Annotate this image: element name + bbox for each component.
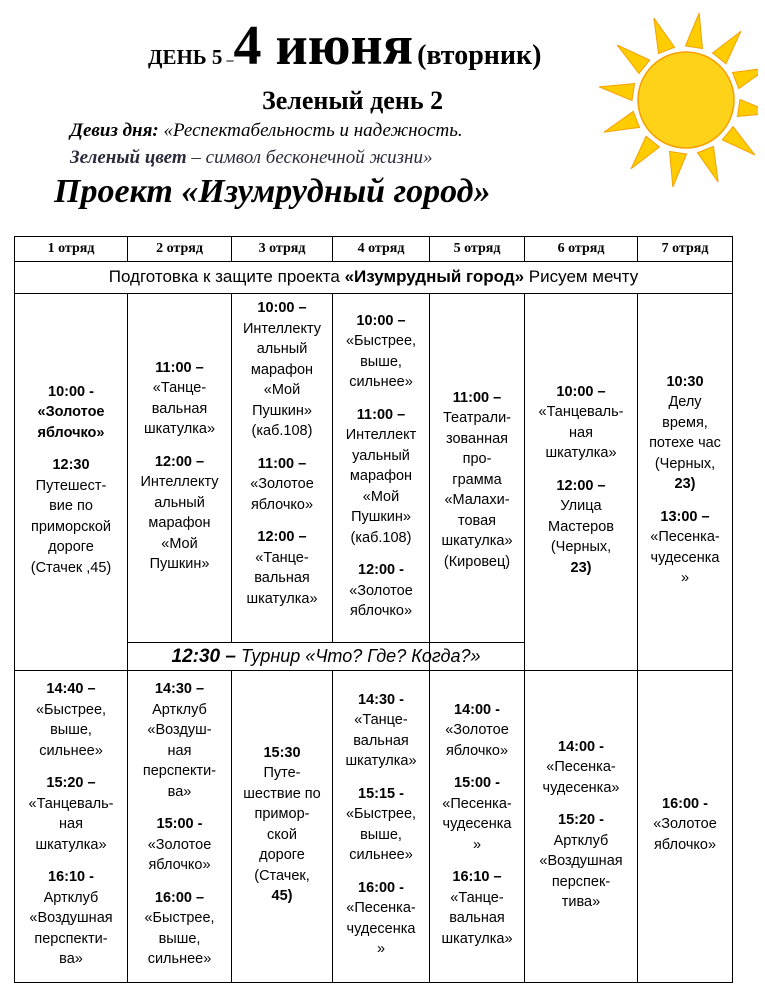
schedule-event [346, 878, 415, 960]
event-text: «Золотое [250, 476, 314, 492]
banner-project: «Изумрудный город» [344, 267, 525, 287]
event-text: «Песенка- [546, 759, 616, 775]
schedule-cell [231, 670, 333, 983]
event-text: ная [167, 742, 192, 759]
sun-ray [617, 45, 649, 73]
event-text: марафон [250, 361, 314, 378]
event-text: «Танце- [255, 549, 309, 566]
event-text: чудесенка [442, 816, 512, 833]
schedule-cell [524, 670, 638, 983]
event-time: 12:00 – [257, 529, 307, 545]
event-text: «Воздушная [29, 910, 113, 927]
event-text: » [472, 836, 482, 853]
event-text: яблочко» [653, 836, 717, 853]
schedule-event [346, 784, 416, 866]
event-text: 23) [570, 559, 592, 576]
schedule-event [548, 476, 614, 579]
event-text: сильнее» [39, 742, 103, 759]
event-text: Артклуб [553, 832, 609, 849]
column-header: 1 отряд [14, 236, 128, 262]
event-time: 12:30 [52, 457, 90, 474]
schedule-event [38, 382, 105, 444]
event-text: шкатулка» [441, 930, 513, 947]
schedule-table [14, 236, 732, 982]
schedule-cell [637, 670, 733, 983]
schedule-event [543, 737, 620, 799]
event-text: шкатулка» [345, 753, 417, 769]
event-text: «Мой [161, 535, 198, 552]
event-text: перспек- [551, 873, 611, 890]
event-text: (Черных, [654, 455, 716, 472]
schedule-cell [332, 670, 430, 983]
tournament-row [127, 642, 525, 671]
event-text: потехе час [649, 435, 721, 451]
schedule-event [649, 372, 721, 495]
banner-line [109, 267, 638, 288]
event-text: «Танцеваль- [28, 795, 114, 812]
event-text: шкатулка» [246, 590, 318, 607]
event-text: шкатулка» [441, 533, 513, 550]
event-text: «Малахи- [444, 492, 510, 509]
event-text: «Воздуш- [147, 722, 212, 739]
event-time: 11:00 – [356, 406, 406, 423]
motto-text: «Респектабельность и надежность. [163, 120, 463, 141]
event-text: Пушкин» [351, 509, 411, 525]
sun-ray [697, 146, 718, 181]
event-time: 16:00 - [662, 795, 708, 812]
event-time: 14:30 - [358, 691, 404, 708]
event-text: «Танце- [450, 889, 504, 906]
schedule-event [346, 405, 417, 549]
schedule-event [445, 700, 509, 762]
event-text: сильнее» [349, 847, 413, 863]
sun-ray [713, 31, 741, 63]
column-header: 4 отряд [332, 236, 430, 262]
event-text: «Мой [263, 382, 301, 398]
event-text: чудесенка [650, 549, 720, 566]
event-time: 14:00 - [558, 738, 604, 755]
event-time: 10:00 – [356, 312, 406, 329]
event-text: Интеллекту [242, 320, 322, 337]
event-text: «Золотое [147, 836, 212, 853]
event-text: Делу [668, 394, 702, 410]
schedule-event [250, 454, 314, 516]
event-text: шкатулка» [545, 445, 617, 462]
event-text: марафон [349, 468, 413, 484]
schedule-event [650, 507, 719, 589]
schedule-event [243, 298, 321, 442]
event-text: (каб.108) [350, 529, 412, 546]
event-text: «Песенка- [346, 900, 416, 916]
event-text: «Воздушная [539, 853, 623, 869]
event-text: «Золотое [653, 816, 717, 833]
event-text: (Стачек, [254, 867, 310, 884]
sun-ray [599, 84, 635, 101]
event-text: яблочко» [445, 742, 509, 759]
project-title: Проект «Изумрудный город» [54, 173, 491, 210]
event-text: грамма [452, 471, 502, 488]
event-text: сильнее» [147, 951, 212, 968]
event-text: дороге [48, 539, 94, 556]
schedule-cell [637, 293, 733, 671]
sun-ray [732, 68, 758, 89]
event-text: время, [662, 414, 708, 431]
event-time: 12:00 – [556, 477, 606, 494]
event-time: 16:00 - [358, 879, 404, 896]
event-text: перспекти- [34, 930, 108, 947]
event-text: перспекти- [142, 763, 217, 780]
event-time: 14:00 - [454, 701, 500, 718]
event-text: 23) [674, 476, 696, 492]
green-motto [70, 147, 432, 169]
day-subtitle: Зеленый день 2 [262, 86, 444, 115]
event-text: выше, [50, 722, 92, 739]
event-text: выше, [360, 826, 402, 843]
day-heading [148, 15, 542, 77]
event-text: Пушкин» [149, 556, 210, 572]
schedule-event [144, 358, 215, 440]
event-text: выше, [158, 930, 201, 947]
event-text: яблочко» [37, 424, 105, 441]
sun-ray [722, 127, 754, 155]
event-text: «Песенка- [650, 529, 720, 545]
event-text: вальная [151, 400, 208, 417]
schedule-event [140, 452, 218, 575]
schedule-cell [127, 293, 232, 643]
event-text: вие по [49, 498, 93, 515]
event-time: 15:00 - [454, 775, 500, 792]
event-text: «Мой [362, 488, 400, 505]
event-time: 15:15 - [358, 785, 404, 802]
event-time: 14:40 – [46, 681, 96, 698]
event-text: Путешест- [35, 477, 107, 494]
tournament-time: 12:30 – [171, 645, 236, 667]
event-time: 16:10 - [48, 869, 94, 886]
event-text: шкатулка» [35, 836, 107, 853]
event-time: 11:00 – [452, 389, 502, 406]
sun-ray [685, 13, 702, 49]
event-time: 12:00 – [154, 453, 205, 470]
schedule-event [442, 773, 511, 855]
schedule-cell [14, 670, 128, 983]
column-header: 6 отряд [524, 236, 638, 262]
sun-ray [631, 136, 659, 168]
event-time: 15:20 - [558, 812, 604, 828]
event-text: тива» [561, 894, 601, 910]
sun-disc [638, 52, 734, 148]
event-text: товая [458, 512, 496, 529]
sun-ray [654, 18, 675, 53]
banner-prefix: Подготовка к защите проекта [108, 267, 345, 287]
event-text: альный [256, 341, 308, 357]
schedule-event [246, 527, 317, 609]
schedule-event [346, 311, 416, 393]
event-time: 10:00 - [48, 383, 94, 400]
event-time: 14:30 – [154, 681, 205, 698]
schedule-event [345, 690, 416, 772]
event-text: шкатулка» [143, 421, 216, 437]
schedule-event [539, 810, 622, 913]
motto-label: Девиз дня: [70, 120, 159, 141]
sun-ray [737, 99, 758, 116]
event-text: ва» [59, 951, 83, 968]
event-text: Путе- [263, 765, 301, 781]
event-text: «Песенка- [442, 795, 512, 812]
event-text: «Быстрее, [35, 701, 107, 718]
sun-ray [604, 111, 639, 132]
event-time: 10:00 – [257, 300, 307, 316]
event-text: примор- [254, 806, 310, 822]
event-time: 15:30 [263, 744, 301, 761]
event-text: (Кировец) [443, 553, 511, 570]
schedule-event [441, 388, 512, 573]
sun-ray [670, 151, 687, 187]
schedule-cell [429, 670, 525, 983]
event-text: чудесенка [346, 920, 416, 937]
column-header: 7 отряд [637, 236, 733, 262]
event-text: 45) [271, 888, 293, 904]
event-text: ная [59, 816, 83, 833]
green-label: Зеленый цвет [70, 147, 187, 168]
schedule-cell [127, 670, 232, 983]
event-text: приморской [30, 518, 112, 535]
event-text: Интеллект [345, 427, 417, 443]
schedule-event [144, 888, 214, 970]
event-time: 10:30 [666, 373, 704, 390]
schedule-event [148, 814, 212, 876]
event-text: «Быстрее, [345, 333, 417, 349]
column-header: 2 отряд [127, 236, 232, 262]
event-time: 13:00 – [660, 508, 710, 525]
event-text: яблочко» [349, 603, 413, 619]
event-text: Мастеров [548, 518, 614, 535]
motto [70, 120, 463, 142]
event-time: 12:00 - [358, 562, 404, 578]
schedule-event [441, 867, 512, 949]
event-text: «Танце- [152, 380, 207, 396]
event-text: вальная [353, 732, 409, 749]
schedule-cell [14, 293, 128, 671]
event-text: зованная [445, 430, 509, 447]
event-text: ва» [167, 783, 192, 800]
event-text: «Золотое [445, 722, 509, 739]
schedule-cell [332, 293, 430, 643]
event-text: «Быстрее, [144, 910, 215, 927]
schedule-event [243, 743, 320, 907]
schedule-event [349, 560, 413, 622]
event-time: 15:00 - [156, 816, 203, 833]
event-time: 16:00 – [154, 889, 205, 906]
event-text: яблочко» [250, 496, 314, 513]
event-time: 11:00 – [257, 455, 307, 472]
event-text: «Танце- [354, 712, 408, 728]
schedule-event [653, 794, 717, 856]
event-text: вальная [449, 910, 505, 927]
schedule-event [539, 382, 624, 464]
event-text: вальная [254, 570, 310, 586]
event-text: Интеллекту [140, 474, 219, 490]
event-time: 16:10 – [452, 869, 502, 886]
event-text: яблочко» [148, 857, 211, 874]
schedule-event [29, 773, 114, 855]
event-text: Пушкин» [252, 402, 312, 419]
event-text: Артклуб [43, 889, 99, 906]
green-text: – символ бесконечной жизни» [186, 147, 433, 168]
event-text: (Стачек ,45) [30, 559, 112, 576]
event-time: 10:00 – [556, 383, 606, 400]
date: 4 июня [233, 15, 414, 77]
event-text: ная [569, 424, 593, 441]
day-label: ДЕНЬ 5 [148, 45, 223, 69]
banner-suffix: Рисуем мечту [524, 267, 639, 287]
column-header: 3 отряд [231, 236, 333, 262]
event-text: (Черных, [550, 539, 612, 556]
event-text: ской [267, 826, 297, 843]
event-time: 15:20 – [46, 775, 96, 792]
event-text: чудесенка» [542, 779, 620, 796]
schedule-cell [231, 293, 333, 643]
event-text: шествие по [243, 785, 321, 802]
event-time: 11:00 – [155, 359, 204, 376]
weekday: (вторник) [417, 40, 542, 71]
tournament-line [172, 646, 481, 668]
schedule-event [36, 679, 106, 761]
tournament-text: Турнир «Что? Где? Когда?» [235, 645, 481, 666]
event-text: «Быстрее, [345, 806, 417, 822]
event-text: Театрали- [442, 410, 511, 427]
event-text: «Танцеваль- [538, 404, 624, 421]
schedule-event [31, 455, 112, 578]
event-text: сильнее» [349, 374, 413, 390]
event-text: (каб.108) [251, 423, 313, 439]
event-text: » [680, 570, 690, 586]
event-text: альный [154, 494, 205, 511]
schedule-cell [524, 293, 638, 671]
schedule-event [29, 867, 112, 970]
event-text: марафон [148, 515, 211, 531]
column-header: 5 отряд [429, 236, 525, 262]
schedule-event [143, 679, 216, 802]
event-text: «Золотое [37, 404, 105, 421]
event-text: Улица [560, 498, 602, 515]
event-text: про- [462, 451, 492, 468]
schedule-cell [429, 293, 525, 671]
event-text: Артклуб [152, 701, 207, 718]
event-text: «Золотое [349, 582, 413, 599]
day-dash: – [226, 53, 234, 68]
event-text: уальный [352, 447, 410, 464]
event-text: выше, [360, 353, 402, 370]
event-text: дороге [259, 847, 305, 863]
sun-icon [598, 8, 758, 188]
project-banner [14, 261, 733, 294]
event-text: » [376, 941, 386, 957]
